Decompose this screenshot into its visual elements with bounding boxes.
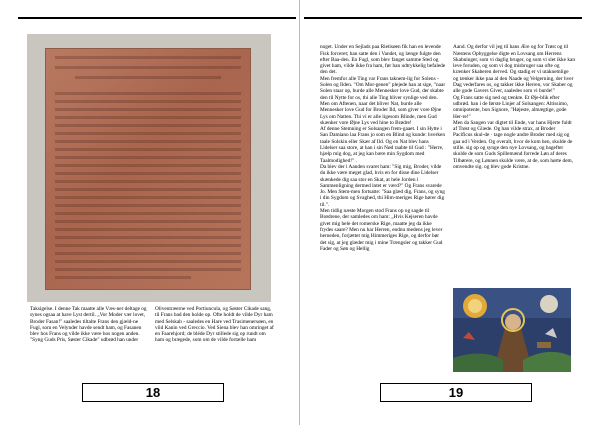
plaque-photo bbox=[27, 34, 271, 302]
left-col2-text: Oliventræerne ved Portiuncula, og Søster Cikade sang, til Frans bad den holde op. Ofte holdt de vilde Dyr ham med Selskab - saaledes en Hare ved Trasimenersøen, en vild Kanin ved Greccio. Ved Siena blev han omringet af en Faarehjord; de bléde Dyr stillede sig op rundt om ham og brægede, som om de vilde fortælle ham bbox=[155, 306, 274, 344]
top-rule-left bbox=[18, 17, 296, 19]
right-col1-text: noget. Under en Sejlads paa Rietisøen fik han en levende Fisk forceret; han satte den i Vandet, og længe fulgte den efter Baa-den. En Fugl, som blev fanget samme Sted og givet ham, vilde ikke fra ham, før han udtrykkelig befalede den det. Men fremfor alle Ting var Frans taknem-lig for Solens - Solen og Ilden. "Om Mor-genen" plejede han at sige, "naar Solen staar op, burde alle Mennesker love Gud, der skabte den til Nytte for os, thi alle Ting bliver synlige ved den. Men om Aftenen, naar det bliver Nat, burde alle Mennesker love Gud for Broder Ild, som giver vore Øjne Lys om Natten. Thi vi er alle ligesom Blinde, men Gud skænker vore Øjne Lys ved hine to Brødre! Af denne Stemning er Solsangen frem-gaaet. I sin Hytte i San Damiano laa Frans jo som en Blind og kunde: hverken taale Solskin eller Skær af Ild. Og en Nat blev hans Lidelser saa store, at han i sin Nød raabte til Gud : "Herre, hjælp mig dog, at jeg kan bære min Sygdom med Taalmodighed!" . Da blev der i Aanden svaret ham: "Sig mig, Broder, vilde du ikke være meget glad, hvis en for disse dine Lidelser skænkede dig saa stor en Skat, at hele Jorden i Sammenligning dermed intet er værd?" Og Frans svarede Jo. Men Stem-men fortsatte: "Saa glæd dig, Frans, og syng i din Sygdom og Svaghed, thi Him-meriges Rige hører dig til.". Men tidlig næste Morgen stod Frans op og sagde til Brødrene, der samledes om ham: „Hvis Kejseren havde givet mig hele det romerske Rige, maatte jeg da ikke frydes saare? Men nu har Herren, endnu medens jeg lever herneden, forjættet mig Himmeriges Rige, og derfor bør det sig, at jeg glæder mig i mine Trængsler og takker Gud Fader og Søn og Hellig bbox=[320, 44, 446, 252]
top-rule-right bbox=[304, 17, 582, 19]
left-column-2 bbox=[155, 306, 275, 344]
page-number-right: 19 bbox=[380, 383, 532, 402]
right-column-1 bbox=[320, 38, 446, 258]
right-column-2 bbox=[453, 38, 575, 177]
left-col1-text: Taksigelse. I denne Tak maatte alle Væs-ner deltage og synes ogsaa at have Lyst dertil. „Vor Moder vær lovet, Broder Fasan!" saaledes tiltalte Frans den gjæld-ne Fugl, som en Velynder havde sendt ham, og Fasanen blev hos Frans og vilde ikke være hos nogen anden. "Syng Guds Pris, Søster Cikade" udbrød han under bbox=[30, 306, 147, 344]
inscribed-plaque bbox=[45, 48, 251, 290]
left-column-1 bbox=[30, 306, 148, 344]
right-col2-text: Aand. Og derfor vil jeg til hans Ære og for Trøst og til Næstens Opbyggelse digte en Lovsang om Herrens Skabninger, som vi daglig bruger, og som vi slet ikke kan leve foruden, og som vi dog misbruger saa ofte og krænker Skaberen derved. Og stadig er vi utaknemlige og tænker ikke paa al den Naade og Velgerning, der hver Dag vederfares os, og takker ikke Herren, vor Skaber og alle gode Gavers Giver, saaledes som vi burde!" Og Frans satte sig ned og tænkte. Et Øje-blik efter udbrød. han i de første Linjer af Solsangen: Altissimo, omnipotente, bon Signore, "Højeste, almægtige, gode Her-re!" Men da Sangen var digtet til Ende, var hans Hjerte fuldt af Trøst og Glæde. Og han vilde strax, at Broder Pacificus skul-de · tage nogle andre Broder med sig og gaa ud i Verden. Og overalt, hvor de kom hen, skulde de stille. sig op og synge den nye Lovsang, og bagefter skulde de som Guds Spillemænd forrede Løn af deres Tilhørere, og Lønnen skulde være, at de, som hørte dem, omvendte sig. og blev gode Kristne. bbox=[453, 44, 575, 170]
mosaic-illustration bbox=[453, 288, 571, 372]
page-number-left: 18 bbox=[82, 383, 224, 402]
mosaic-image bbox=[453, 288, 571, 372]
